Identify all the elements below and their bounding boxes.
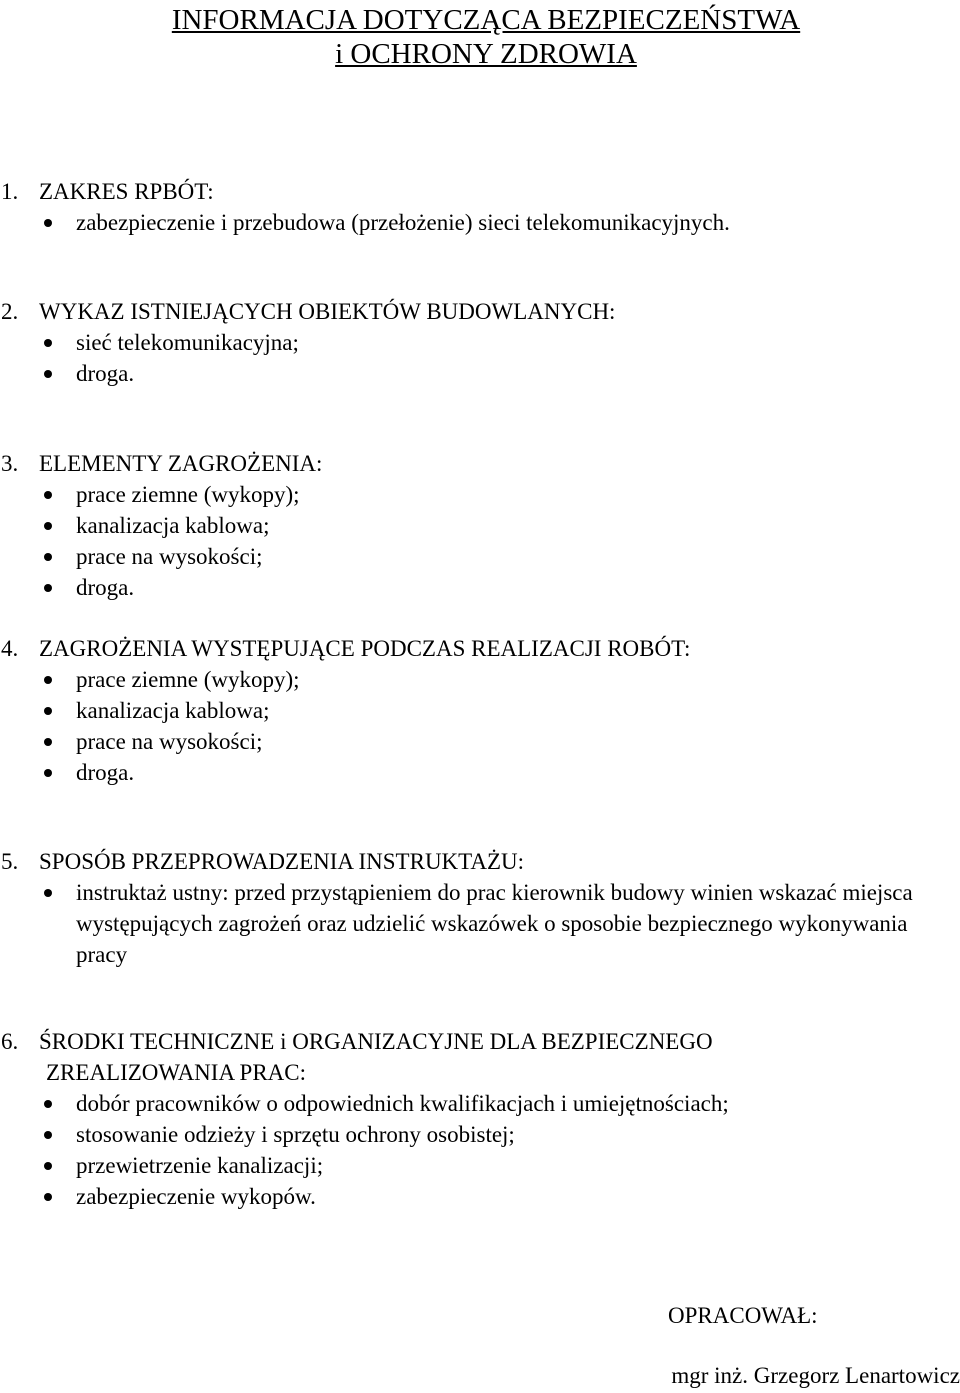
- bullet-icon: [44, 339, 52, 347]
- list-item: [0, 1088, 960, 1119]
- section-4: [0, 633, 960, 788]
- list-item-text: instruktaż ustny: przed przystąpieniem do prac kierownik budowy winien wskazać miejsca występujących zagrożeń oraz udzielić wskazówek o sposobie bezpiecznego wykonywania pracy: [76, 880, 913, 967]
- section-heading: [0, 633, 960, 664]
- list-item: [0, 541, 960, 572]
- list-item-text: prace na wysokości;: [76, 544, 263, 569]
- bullet-icon: [44, 738, 52, 746]
- bullet-icon: [44, 553, 52, 561]
- list-item: [0, 479, 960, 510]
- bullet-icon: [44, 676, 52, 684]
- bullet-icon: [44, 219, 52, 227]
- bullet-icon: [44, 1193, 52, 1201]
- list-item-text: zabezpieczenie wykopów.: [76, 1184, 316, 1209]
- section-heading: [0, 448, 960, 479]
- bullet-icon: [44, 1100, 52, 1108]
- section-6: [0, 1026, 960, 1212]
- section-heading: [0, 176, 960, 207]
- bullet-icon: [44, 769, 52, 777]
- list-item-text: droga.: [76, 575, 135, 600]
- section-title: WYKAZ ISTNIEJĄCYCH OBIEKTÓW BUDOWLANYCH:: [39, 299, 616, 324]
- section-title-continuation: ZREALIZOWANIA PRAC:: [46, 1060, 307, 1085]
- list-item-text: droga.: [76, 760, 135, 785]
- section-number: 1.: [1, 179, 19, 204]
- list-item-text: droga.: [76, 361, 135, 386]
- list-item: [0, 1181, 960, 1212]
- bullet-icon: [44, 522, 52, 530]
- section-title: ŚRODKI TECHNICZNE i ORGANIZACYJNE DLA BEZPIECZNEGO: [39, 1029, 713, 1054]
- section-number: 2.: [1, 299, 19, 324]
- list-item-text: prace ziemne (wykopy);: [76, 482, 300, 507]
- section-number: 4.: [1, 636, 19, 661]
- list-item: [0, 510, 960, 541]
- list-item-text: prace ziemne (wykopy);: [76, 667, 300, 692]
- signature-label: OPRACOWAŁ:: [668, 1303, 818, 1328]
- document-title-line-2: i OCHRONY ZDROWIA: [335, 38, 637, 70]
- section-heading: [0, 1026, 960, 1057]
- list-item: [0, 726, 960, 757]
- list-item-text: przewietrzenie kanalizacji;: [76, 1153, 324, 1178]
- list-item-text: prace na wysokości;: [76, 729, 263, 754]
- section-title: ZAKRES RPBÓT:: [39, 179, 214, 204]
- list-item: [0, 757, 960, 788]
- list-item-text: sieć telekomunikacyjna;: [76, 330, 299, 355]
- list-item-text: dobór pracowników o odpowiednich kwalifikacjach i umiejętnościach;: [76, 1091, 729, 1116]
- list-item: [0, 1150, 960, 1181]
- section-title: ELEMENTY ZAGROŻENIA:: [39, 451, 323, 476]
- list-item: [0, 877, 960, 970]
- section-3: [0, 448, 960, 603]
- section-5: [0, 846, 960, 970]
- section-number: 5.: [1, 849, 19, 874]
- section-number: 6.: [1, 1029, 19, 1054]
- bullet-icon: [44, 491, 52, 499]
- bullet-icon: [44, 1131, 52, 1139]
- list-item: [0, 695, 960, 726]
- section-1: [0, 176, 960, 238]
- list-item: [0, 1119, 960, 1150]
- list-item: [0, 207, 960, 238]
- section-heading: [0, 846, 960, 877]
- list-item-text: kanalizacja kablowa;: [76, 513, 270, 538]
- section-heading: [0, 296, 960, 327]
- signature-name: mgr inż. Grzegorz Lenartowicz: [671, 1363, 960, 1388]
- bullet-icon: [44, 584, 52, 592]
- bullet-icon: [44, 370, 52, 378]
- section-title: SPOSÓB PRZEPROWADZENIA INSTRUKTAŻU:: [39, 849, 525, 874]
- bullet-icon: [44, 707, 52, 715]
- list-item-text: stosowanie odzieży i sprzętu ochrony osobistej;: [76, 1122, 515, 1147]
- bullet-icon: [44, 1162, 52, 1170]
- section-number: 3.: [1, 451, 19, 476]
- list-item: [0, 572, 960, 603]
- list-item-text: zabezpieczenie i przebudowa (przełożenie) sieci telekomunikacyjnych.: [76, 210, 730, 235]
- list-item: [0, 358, 960, 389]
- list-item: [0, 664, 960, 695]
- section-title: ZAGROŻENIA WYSTĘPUJĄCE PODCZAS REALIZACJI ROBÓT:: [39, 636, 691, 661]
- document-title-line-1: INFORMACJA DOTYCZĄCA BEZPIECZEŃSTWA: [171, 4, 801, 36]
- list-item: [0, 327, 960, 358]
- bullet-icon: [44, 889, 52, 897]
- section-2: [0, 296, 960, 389]
- list-item-text: kanalizacja kablowa;: [76, 698, 270, 723]
